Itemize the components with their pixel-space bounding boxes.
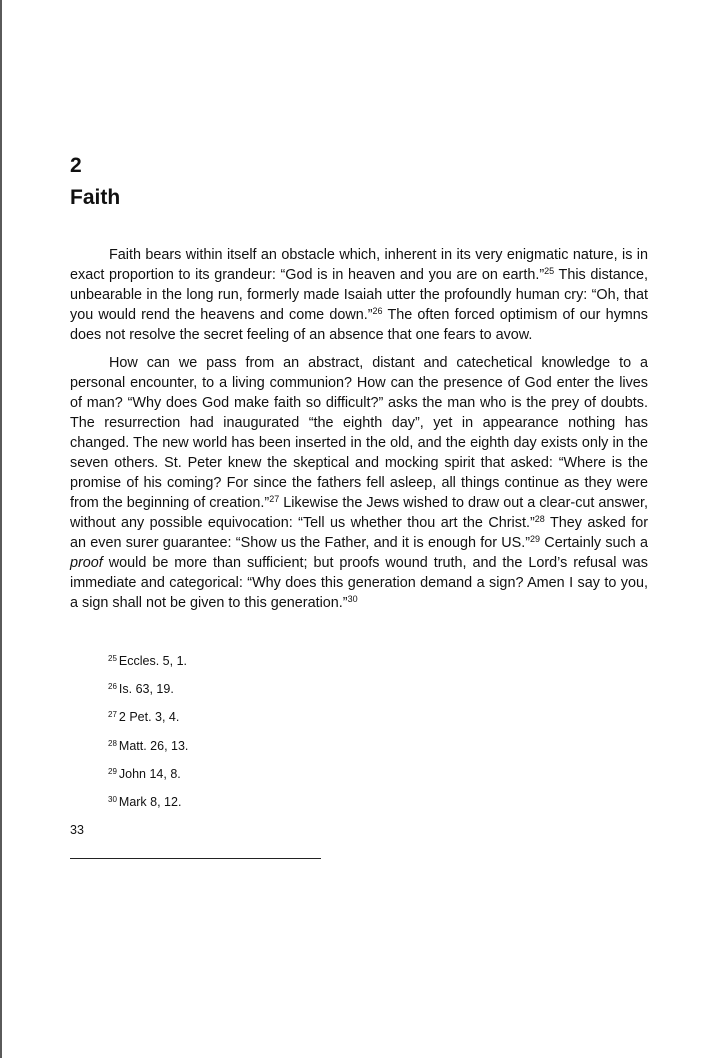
emphasis-text: proof xyxy=(70,555,103,571)
paragraph-2 xyxy=(70,353,648,613)
footnote-text: Eccles. 5, 1. xyxy=(118,654,187,668)
chapter-number: 2 xyxy=(70,154,82,177)
footnote-number: 30 xyxy=(108,794,117,804)
footnote-item xyxy=(108,737,188,765)
paragraph-text: How can we pass from an abstract, distant and catechetical knowledge to a personal encounter, to a living communion? How can the presence of God enter the lives of man? “Why does God make faith so difficult?” asks the man who is the prey of doubts. The resurrection had inaugurated “the eighth day”, yet in appearance nothing has changed. The new world has been inserted in the old, and the eighth day exists only in the seven others. St. Peter knew the skeptical and mocking spirit that asked: “Where is the promise of his coming? For since the fathers fell asleep, all things continue as they were from the beginning of creation.” xyxy=(70,355,648,511)
footnote-ref-28[interactable]: 28 xyxy=(534,514,545,524)
footnote-text: 2 Pet. 3, 4. xyxy=(118,710,180,725)
chapter-title: Faith xyxy=(70,186,121,209)
paragraph-text: The often forced optimism of our hymns does not resolve the secret feeling of an absence that one fears to avow. xyxy=(70,307,648,343)
paragraph-1 xyxy=(70,245,648,345)
footnote-item xyxy=(108,708,188,736)
footnote-item xyxy=(108,652,188,680)
footnote-text: Is. 63, 19. xyxy=(118,682,174,697)
footnote-text: Mark 8, 12. xyxy=(118,794,182,809)
paragraph-text: Certainly such a xyxy=(540,535,648,551)
footnote-item xyxy=(108,765,188,793)
footnote-text: Matt. 26, 13. xyxy=(118,738,189,753)
footnote-number: 26 xyxy=(108,682,117,692)
footnote-ref-26[interactable]: 26 xyxy=(372,306,383,316)
footnotes xyxy=(108,652,188,821)
paragraph-text: Likewise the Jews wished to draw out a clear-cut answer, without any possible equivocation: “Tell us whether thou art the Christ.” xyxy=(70,495,648,531)
paragraph-text: Faith bears within itself an obstacle which, inherent in its very enigmatic nature, is in exact proportion to its grandeur: “God is in heaven and you are on earth.” xyxy=(70,247,648,283)
footnote-item xyxy=(108,793,188,821)
footnote-text: John 14, 8. xyxy=(118,766,181,781)
body-text xyxy=(70,245,648,621)
paragraph-text: would be more than sufficient; but proofs wound truth, and the Lord’s refusal was immediate and categorical: “Why does this generation demand a sign? Amen I say to you, a sign shall not be given to this generation.” xyxy=(70,555,648,611)
paragraph-text: This distance, unbearable in the long run, formerly made Isaiah utter the profoundly human cry: “Oh, that you would rend the heavens and come down.” xyxy=(70,267,648,323)
page-number: 33 xyxy=(70,823,84,837)
footnote-number: 29 xyxy=(108,766,117,776)
paragraph-text: They asked for an even surer guarantee: “Show us the Father, and it is enough for US.” xyxy=(70,515,649,551)
footnote-ref-27[interactable]: 27 xyxy=(269,494,280,504)
page-edge-rule xyxy=(0,0,2,1058)
footnote-number: 27 xyxy=(108,710,117,720)
footnote-ref-30[interactable]: 30 xyxy=(347,594,358,604)
footnote-item xyxy=(108,680,188,708)
footnote-number: 28 xyxy=(108,738,117,748)
footnote-number: 25 xyxy=(108,654,117,663)
footnote-separator-rule xyxy=(70,858,321,859)
footnote-ref-29[interactable]: 29 xyxy=(530,534,541,544)
footnote-ref-25[interactable]: 25 xyxy=(544,266,555,276)
